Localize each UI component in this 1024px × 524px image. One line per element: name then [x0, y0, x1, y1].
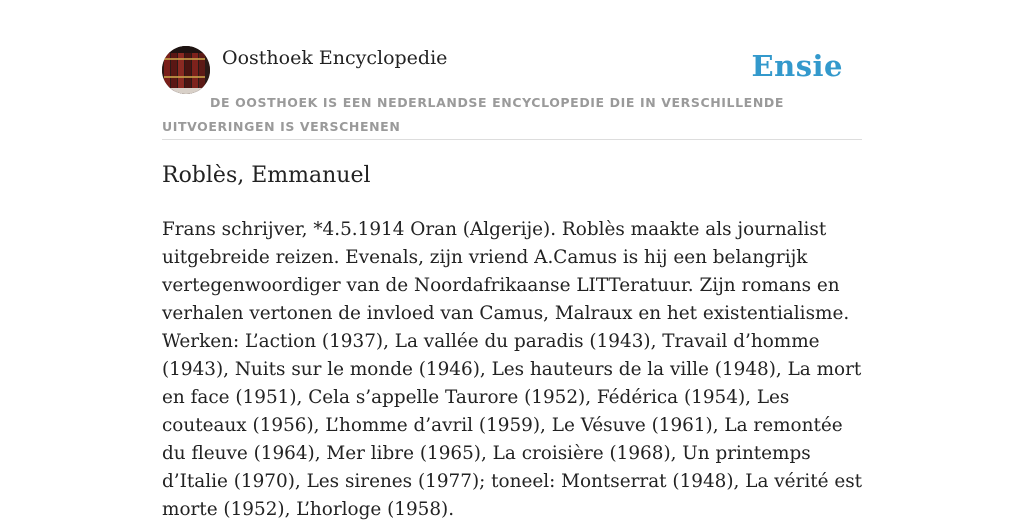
site-avatar[interactable] — [162, 46, 210, 94]
book-spines-icon — [162, 46, 210, 94]
article-body: Frans schrijver, *4.5.1914 Oran (Algerije). Roblès maakte als journalist uitgebreide reizen. Evenals, zijn vriend A.Camus is hij een belangrijk vertegenwoordiger van de Noordafrikaanse LITTeratuur. Zijn romans en verhalen vertonen de invloed van Camus, Malraux en het existentialisme. Werken: L’action (1937), La vallée du paradis (1943), Travail d’homme (1943), Nuits sur le monde (1946), Les hauteurs de la ville (1948), La mort en face (1951), Cela s’appelle Taurore (1952), Fédérica (1954), Les couteaux (1956), L’homme d’avril (1959), Le Vésuve (1961), La remontée du fleuve (1964), Mer libre (1965), La croisière (1968), Un printemps d’Italie (1970), Les sirenes (1977); toneel: Montserrat (1948), La vérité est morte (1952), L’horloge (1958). — [162, 219, 863, 520]
site-card — [162, 44, 862, 140]
site-title[interactable]: Oosthoek Encyclopedie — [222, 47, 448, 69]
article-title: Roblès, Emmanuel — [162, 163, 371, 188]
site-header — [162, 44, 862, 140]
brand-logo[interactable]: Ensie — [751, 49, 843, 83]
site-tagline: DE OOSTHOEK IS EEN NEDERLANDSE ENCYCLOPEDIE DIE IN VERSCHILLENDE UITVOERINGEN IS VERSCHENEN — [162, 95, 784, 134]
